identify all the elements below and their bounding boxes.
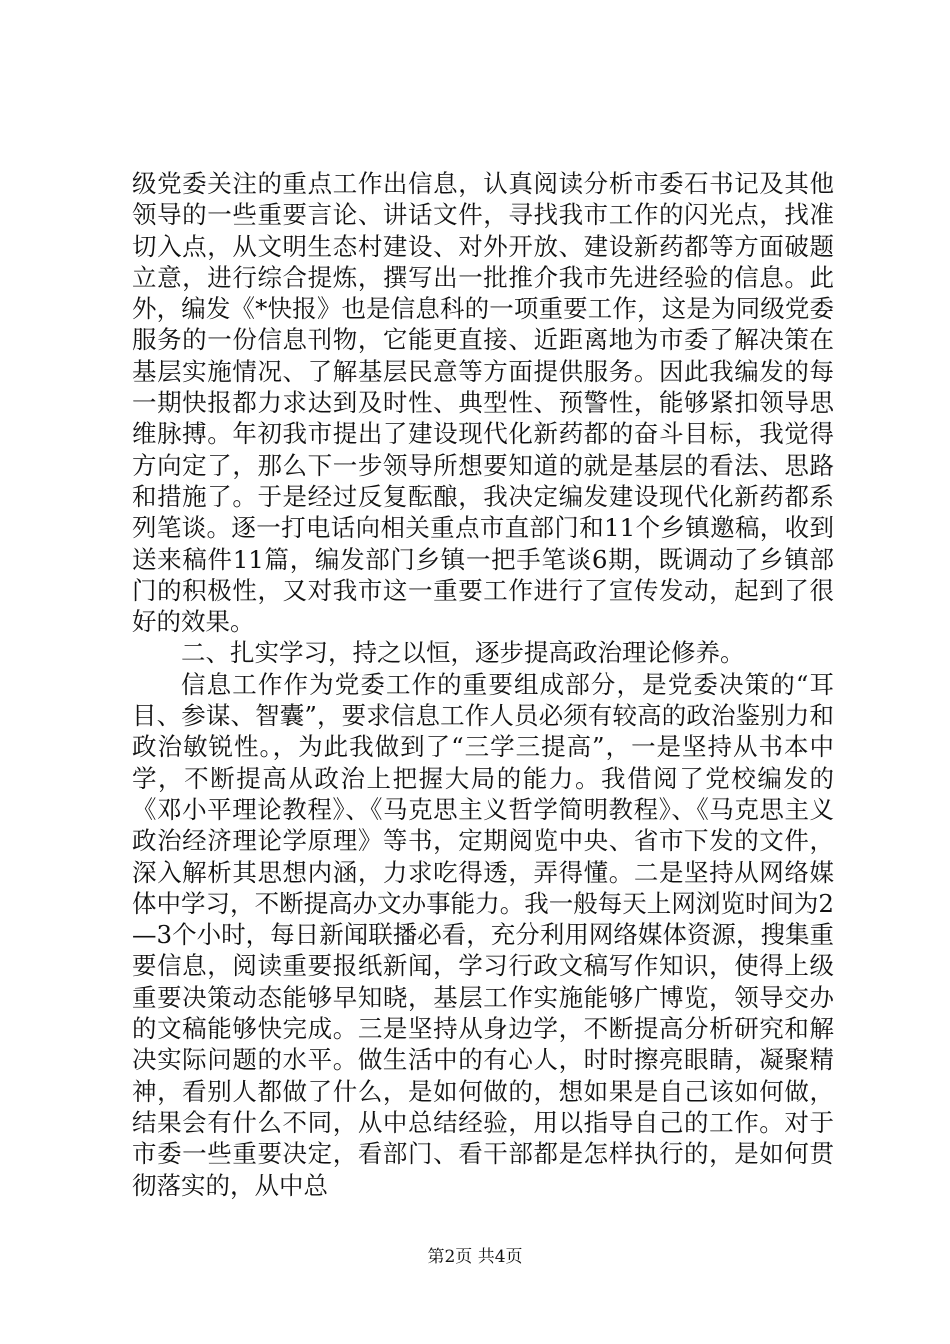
paragraph-continued: 级党委关注的重点工作出信息，认真阅读分析市委石书记及其他领导的一些重要言论、讲话文件，寻找我市工作的闪光点，找准切入点，从文明生态村建设、对外开放、建设新药都等方面破题立意，进行综合提炼，撰写出一批推介我市先进经验的信息。此外，编发《*快报》也是信息科的一项重要工作，这是为同级党委服务的一份信息刊物，它能更直接、近距离地为市委了解决策在基层实施情况、了解基层民意等方面提供服务。因此我编发的每一期快报都力求达到及时性、典型性、预警性，能够紧扣领导思维脉搏。年初我市提出了建设现代化新药都的奋斗目标，我觉得方向定了，那么下一步领导所想要知道的就是基层的看法、思路和措施了。于是经过反复酝酿，我决定编发建设现代化新药都系列笔谈。逐一打电话向相关重点市直部门和11个乡镇邀稿，收到送来稿件11篇，编发部门乡镇一把手笔谈6期，既调动了乡镇部门的积极性，又对我市这一重要工作进行了宣传发动，起到了很好的效果。 (132, 169, 834, 637)
page-number-footer: 第2页 共4页 (427, 1247, 523, 1267)
document-body (132, 168, 834, 1201)
paragraph-study: 信息工作作为党委工作的重要组成部分，是党委决策的“耳目、参谋、智囊”，要求信息工作人员必须有较高的政治鉴别力和政治敏锐性。，为此我做到了“三学三提高”，一是坚持从书本中学，不断提高从政治上把握大局的能力。我借阅了党校编发的《邓小平理论教程》、《马克思主义哲学简明教程》、《马克思主义政治经济理论学原理》等书，定期阅览中央、省市下发的文件，深入解析其思想内涵，力求吃得透，弄得懂。二是坚持从网络媒体中学习，不断提高办文办事能力。我一般每天上网浏览时间为2—3个小时，每日新闻联播必看，充分利用网络媒体资源，搜集重要信息，阅读重要报纸新闻，学习行政文稿写作知识，使得上级重要决策动态能够早知晓，基层工作实施能够广博览，领导交办的文稿能够快完成。三是坚持从身边学，不断提高分析研究和解决实际问题的水平。做生活中的有心人，时时擦亮眼睛，凝聚精神，看别人都做了什么，是如何做的，想如果是自己该如何做，结果会有什么不同，从中总结经验，用以指导自己的工作。对于市委一些重要决定，看部门、看干部都是怎样执行的，是如何贯彻落实的，从中总 (132, 669, 834, 1200)
section-heading: 二、扎实学习，持之以恒，逐步提高政治理论修养。 (181, 638, 745, 668)
